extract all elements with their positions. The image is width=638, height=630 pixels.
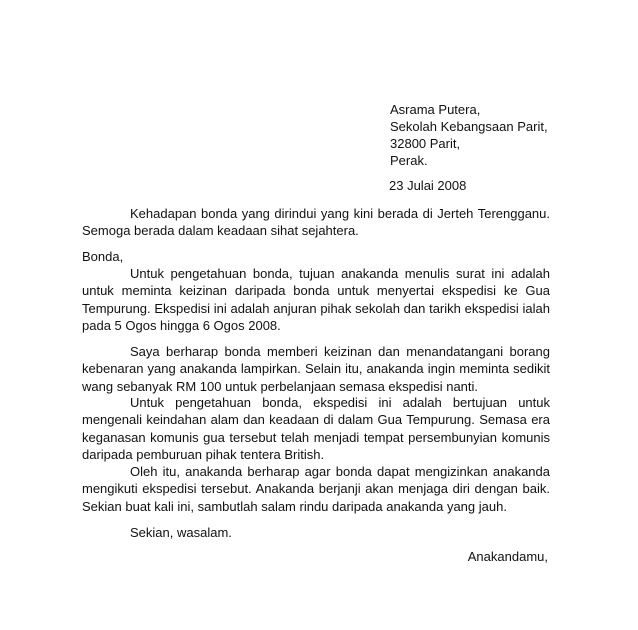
address-line-2: Sekolah Kebangsaan Parit, — [390, 119, 548, 134]
paragraph-cave-info: Untuk pengetahuan bonda, ekspedisi ini adalah bertujuan untuk mengenali keindahan alam dan keadaan di dalam Gua Tempurung. Semasa era keganasan komunis gua tersebut telah menjadi tempat persembunyian komunis daripada pemburuan pihak tentera British. — [82, 395, 550, 462]
paragraph-permission: Saya berharap bonda memberi keizinan dan menandatangani borang kebenaran yang anakanda lampirkan. Selain itu, anakanda ingin meminta sedikit wang sebanyak RM 100 untuk perbelanjaan semasa ekspedisi nanti. — [82, 344, 550, 394]
address-line-3: 32800 Parit, — [390, 136, 461, 151]
paragraph-request: Oleh itu, anakanda berharap agar bonda dapat mengizinkan anakanda mengikuti ekspedisi tersebut. Anakanda berjanji akan menjaga diri dengan baik. Sekian buat kali ini, sambutlah salam rindu daripada anakanda yang jauh. — [82, 464, 550, 514]
address-line-4: Perak. — [390, 153, 428, 168]
address-line-1: Asrama Putera, — [390, 102, 481, 117]
greeting: Bonda, — [82, 249, 124, 264]
paragraph-purpose: Untuk pengetahuan bonda, tujuan anakanda menulis surat ini adalah untuk meminta keizinan daripada bonda untuk menyertai ekspedisi ke Gua Tempurung. Ekspedisi ini adalah anjuran pihak sekolah dan tarikh ekspedisi ialah pada 5 Ogos hingga 6 Ogos 2008. — [82, 266, 550, 333]
sender-address — [390, 101, 548, 169]
opening-paragraph: Kehadapan bonda yang dirindui yang kini berada di Jerteh Terengganu. Semoga berada dalam keadaan sihat sejahtera. — [82, 206, 550, 239]
signoff: Anakandamu, — [467, 549, 548, 564]
closing-line: Sekian, wasalam. — [130, 525, 232, 540]
letter-date: 23 Julai 2008 — [389, 178, 467, 193]
